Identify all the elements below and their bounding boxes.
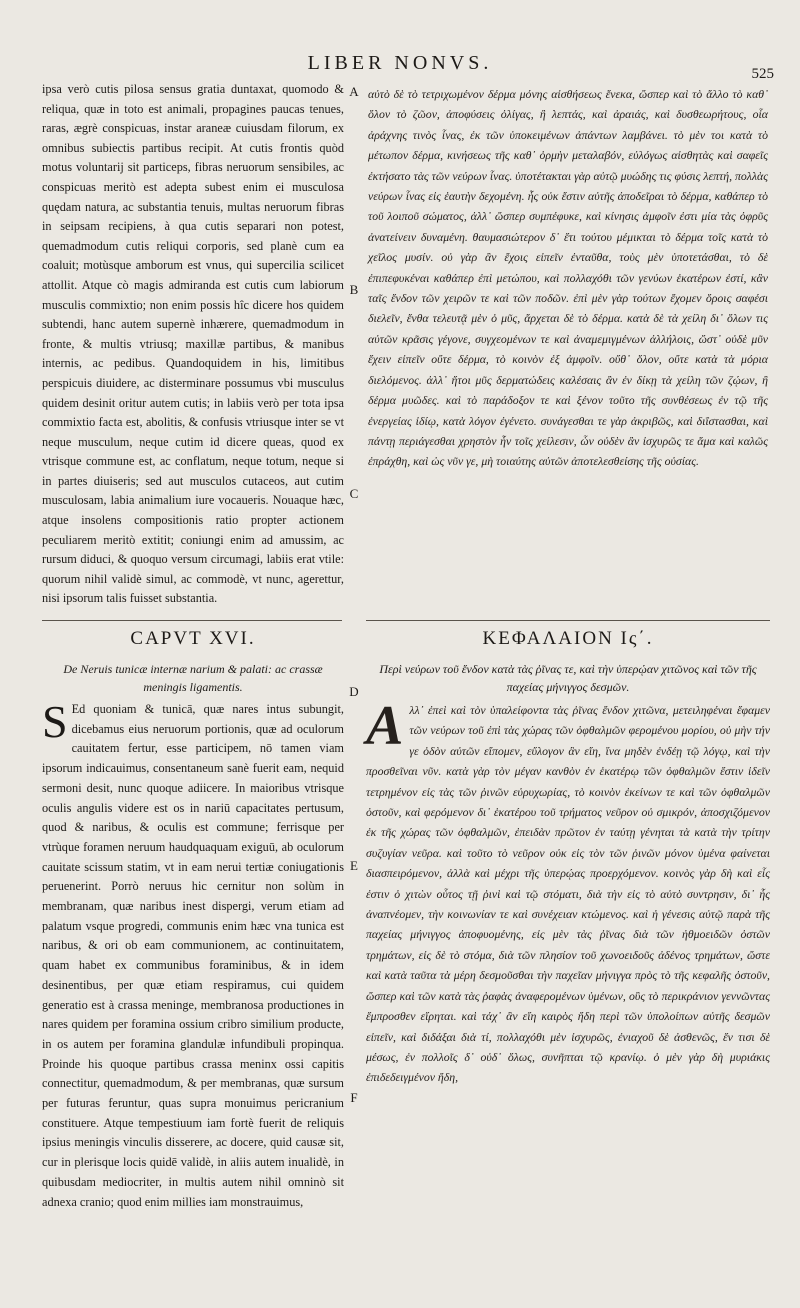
page-number: 525 (751, 66, 774, 82)
margin-letter-a: A (349, 84, 359, 99)
greek-paragraph-body: λλ᾽ ἐπεὶ καὶ τὸν ὑπαλείφοντα τὰς ῥῖνας ἔνδον χιτῶνα, μετειληφέναι ἔφαμεν τῶν νεύρων τοῦ ἐπὶ τὰς χώρας τῶν ὀφθαλμῶν φερομένου μορίου, οὐ μὴν τήν γε ὁδὸν αὐτῶν εἴπομεν, εὔλογον ἂν εἴη, ἵνα μηδὲν ἐνδέῃ τῷ λόγῳ, καὶ τὴν προσθεῖναι νῦν. κατὰ γὰρ τὸν μέγαν κανθὸν ἐν ἑκατέρῳ τῶν ὀφθαλμῶν ἔστιν ἰδεῖν τετρημένον εἰς τὰς τῶν ῥινῶν εὐρυχωρίας, τὸ κοινὸν ἐκείνων τε καὶ τῶν ὀφθαλμῶν ὀστοῦν, καὶ φερόμενον δι᾽ ἑκατέρου τοῦ τρήματος νεῦρον οὐ σμικρόν, ἀποσχιζόμενον ἐκ τῆς χώρας τῶν ὀφθαλμῶν, ἐπειδὰν πρῶτον ἐν ταύτῃ γένηται τὰ κατὰ τὴν τρίτην συζυγίαν νεῦρα. καὶ τοῦτο τὸ νεῦρον οὐκ εἰς τὸν τῶν ῥινῶν μόνον ὑμένα φαίνεται διασπειρόμενον, ἀλλὰ καὶ μέχρι τῆς ὑπερῴας προερχόμενον. κοινὸς γὰρ δὴ καὶ εἷς ἐστιν ὁ χιτὼν οὗτος τῇ ῥινὶ καὶ τῷ στόματι, διὰ τὴν εἰς τὸ αὐτὸ συντρησιν, δι᾽ ἧς ἀναπνέομεν, τὴν κοινωνίαν τε καὶ συνέχειαν κτώμενος. καὶ ἡ γένεσις αὐτῷ παρὰ τῆς παχείας μήνιγγος ἀποφυομένης, εἰς μὲν τὰς ῥῖνας διὰ τῶν ἠθμοειδῶν ὀστῶν τρημάτων, εἰς δὲ τὸ στόμα, διὰ τῶν πλησίον τοῦ χωνοειδοῦς ἀδένος τρημάτων, ὥστε καὶ κατὰ ταῦτα τὰ μέρη δεσμοῦσθαι τὴν παχεῖαν μήνιγγα πρὸς τὸ τῆς κεφαλῆς ὀστοῦν, ὥσπερ καὶ τῶν κατὰ τὰς ῥαφὰς ἀναφερομένων ὑμένων, οὓς τὸ περικράνιον γεννῶντας ἔμπροσθεν εἴρηται. καὶ τάχ᾽ ἂν εἴη καιρὸς ἤδη περὶ τῶν ὑπολοίπων αὐτῆς δεσμῶν εἰπεῖν, καὶ διδάξαι διὰ τί, πολλαχόθι μὲν ἰσχυρῶς, ἐνιαχοῦ δὲ ἀσθενῶς, ἔν τισι δὲ μέσως, ἐν πολλοῖς δ᾽ οὐδ᾽ ὅλως, συνῆπται τῷ κρανίῳ. ὁ μὲν γὰρ δὴ μυριάκις ἐπιδεδειγμένον ἤδη, (366, 703, 770, 1085)
latin-chapter-title: CAPVT XVI. (130, 628, 256, 649)
running-head: LIBER NONVS. (307, 52, 493, 74)
greek-drop-cap: Α (366, 695, 404, 757)
chapter-divider-right (366, 620, 770, 621)
chapter-divider-left (42, 620, 342, 621)
latin-paragraph-top: ipsa verò cutis pilosa sensus gratia duntaxat, quomodo & reliqua, quæ in toto est animali, propagines paucas tenues, raras, ægrè conspicuas, instar araneæ cuiusdam filorum, ex omnibus subiectis partibus recipit. At cutis frontis quòd motus voluntarij sit particeps, fibras neruorum sensibiles, ac conspicuas meritò est adepta subest enim ei musculosa quędam natura, ac substantia tenuis, multas neruorum fibras in seipsam recipiens, à qua cutis separari non potest, quemadmodum cutis reliqui corporis, sed planè cum ea coaluit; motùsque amborum est vnus, qui supercilia scilicet attollit. Atque cò magis admiranda est cutis cum labiorum musculis commixtio; non enim possis hîc dicere hos quidem subtendi, hanc autem supernè inhærere, quemadmodum in fronte, & multis vtriusq; maxillæ partibus, & manibus internis, ac pedibus. Quandoquidem in his, limitibus perspicuis diuidere, ac disterminare possumus vbi musculus quidem desinit oritur autem cutis; in labiis verò per tota ipsa commixtio facta est, abolitis, & confusis vtriusque inter se vt neque musculum, neque cutim id dicere queas, quod ex vtrisque commune est, ac conflatum, neque totum, neque si in partes diuiseris; sed aut musculos cutaceos, aut cutim musculosam, labia animalium iure vocaueris. Nouaque hæc, atque insolens compositionis ratio propter actionem peculiarem meritò extitit; coniungi enim ad amussim, ac rursum diduci, & quoquo versum circumagi, labiis erat vtile: quorum nihil validè simul, ac commodè, vt nunc, agerettur, nisi ipsorum talis fuisset substantia. (42, 82, 344, 606)
greek-chapter-subtitle: Περὶ νεύρων τοῦ ἔνδον κατὰ τὰς ῥῖνας τε, καὶ τὴν ὑπερῴαν χιτῶνος καὶ τῶν τῆς παχείας μήνιγγος δεσμῶν. (379, 662, 757, 694)
greek-column-body (366, 695, 770, 1088)
margin-letter-c: C (349, 486, 359, 501)
latin-column-top (42, 80, 344, 609)
margin-letter-f: F (350, 1090, 358, 1105)
greek-column-top (368, 84, 768, 472)
margin-letter-b: B (349, 282, 359, 297)
margin-letter-e: E (350, 858, 358, 873)
latin-chapter-subtitle: De Neruis tunicæ internæ narium & palati: ac crassæ meningis ligamentis. (63, 662, 323, 694)
latin-column-body (42, 696, 344, 1212)
greek-paragraph-top: αὐτὸ δὲ τὸ τετριχωμένον δέρμα μόνης αἰσθήσεως ἕνεκα, ὥσπερ καὶ τὸ ἄλλο τὸ καθ᾽ ὅλον τὸ ζῶον, ἀποφύσεις ὀλίγας, ἢ λεπτάς, καὶ ἀραιάς, καὶ δυσθεωρήτους, οἷα ἀράχνης τινὸς ἶνας, ἐκ τῶν ὑποκειμένων ἁπάντων λαμβάνει. τὸ μὲν τοι κατὰ τὸ μέτωπον δέρμα, κινήσεως τῆς καθ᾽ ὁρμὴν μεταλαβόν, εὐλόγως αἰσθητὰς καὶ σαφεῖς ἐκτήσατο τὰς τῶν νεύρων ἶνας. ὑποτέτακται γὰρ αὐτῷ μυώδης τις φύσις λεπτή, πολλὰς νεύρων ἶνας εἰς ἑαυτὴν δεχομένη. ἧς οὐκ ἔστιν αὐτῆς ἀποδεῖραι τὸ δέρμα, καθάπερ τὸ τοῦ λοιποῦ σώματος, ἀλλ᾽ ὥσπερ συμπέφυκε, καὶ κίνησις ἀμφοῖν ἐστι μία τὰς ὀφρῦς ἀνατείνειν δυναμένη. θαυμασιώτερον δ᾽ ἔτι τούτου μέμικται τὸ δέρμα τοῖς κατὰ τὸ χεῖλος μυσίν. οὐ γὰρ ἂν ἔχοις εἰπεῖν ἐνταῦθα, τοὺς μὲν ὑποτετάσθαι, τὸ δὲ ἐπιπεφυκέναι καθάπερ ἐπὶ μετώπου, καὶ πολλαχόθι τῶν γενύων ἑκατέρων ἐστί, κἂν ταῖς ἔνδον τῶν χειρῶν τε καὶ τῶν ποδῶν. ἐπὶ μὲν γὰρ τούτων ἔχομεν ὅροις σαφέσι διελεῖν, ἔνθα τελευτᾷ μὲν ὁ μῦς, ἄρχεται δὲ τὸ δέρμα. κατὰ δὲ τὰ χείλη δι᾽ ὅλων τις αὐτῶν κρᾶσις γέγονε, συγχεομένων τε καὶ ἀναμεμιγμένων ἀλλήλοις, ὥστ᾽ οὐδὲ μῦν ἔχειν εἰπεῖν οὔτε δέρμα, τὸ κοινὸν ἐξ ἀμφοῖν. οὔθ᾽ ὅλον, οὔτε κατὰ τὰ μόρια διελόμενος. ἀλλ᾽ ἤτοι μῦς δερματώδεις καλέσαις ἂν ἐν δίκῃ τὰ χείλη τῶν ζῴων, ἢ δέρμα μυῶδες. καὶ τὸ παράδοξον τε καὶ ξένον τοῦτο τῆς συνθέσεως ἐν τῷ τῆς ἐνεργείας ἰδίῳ, κατὰ λόγον ἐγένετο. συνάγεσθαι τε γὰρ ἀκριβῶς, καὶ διΐστασθαι, καὶ πάντῃ περιάγεσθαι χρηστὸν ἦν τοῖς χείλεσιν, ὧν οὐδὲν ἂν ἰσχυρῶς τε ἅμα καὶ καλῶς ἐπράχθη, καὶ ὡς νῦν γε, μὴ τοιαύτης αὐτῶν ἀποτελεσθείσης τῆς οὐσίας. (368, 87, 768, 469)
latin-paragraph-body: Ed quoniam & tunicā, quæ nares intus subungit, dicebamus eius neruorum portionis, quæ ad oculorum cauitatem fertur, esse participem, nō tamen viam ipsorum indicauimus, consentaneum sanè fuerit eam, nequid sermoni desit, nunc quoque adiicere. In maioribus vtrisque oculis angulis videre est os in nariū capacitates pertusum, quod & naribus, & oculis est commune; ferrisque per vtrùque foramen neruum haudquaquam exiguū, ab oculorum cauitate scissum statim, vt in eam nerui tertiæ coniugationis peruenerint. Porrò neruus hic cernitur non solùm in membranam, quæ naribus inest dispergi, verum etiam ad palatum vsque progredi, communis enim hæc vna tunica est naribus, & ori ob eam communionem, ac continuitatem, quam habet ex communibus foraminibus, & in idem desinentibus, per quæ etiam respiramus, cui quidem generatio est à crassa meninge, membranosa productiones in nares quidem per foramina ossium cribro similium producte, in os autem per foramina glandulæ infundibuli propinqua. Proinde his quoque partibus crassa meninx ossi capitis connectitur, quemadmodum, & per membranas, quæ sursum per futuras feruntur, quas supra monuimus pericranium constituere. Atque tempestiuum iam fortè fuerit de reliquis ipsius meningis vinculis disserere, ac docere, quid causæ sit, cur in plerisque locis quidē validè, in aliis autem inualidè, in quibusdam mediocriter, in multis autem nihil omninò sit adnexa cranio; quod enim millies iam monstrauimus, (42, 702, 344, 1209)
margin-letter-d: D (349, 684, 359, 699)
greek-chapter-title: ΚΕΦΑΛΑΙΟΝ Ις΄. (482, 628, 654, 649)
latin-drop-cap: S (42, 696, 68, 747)
